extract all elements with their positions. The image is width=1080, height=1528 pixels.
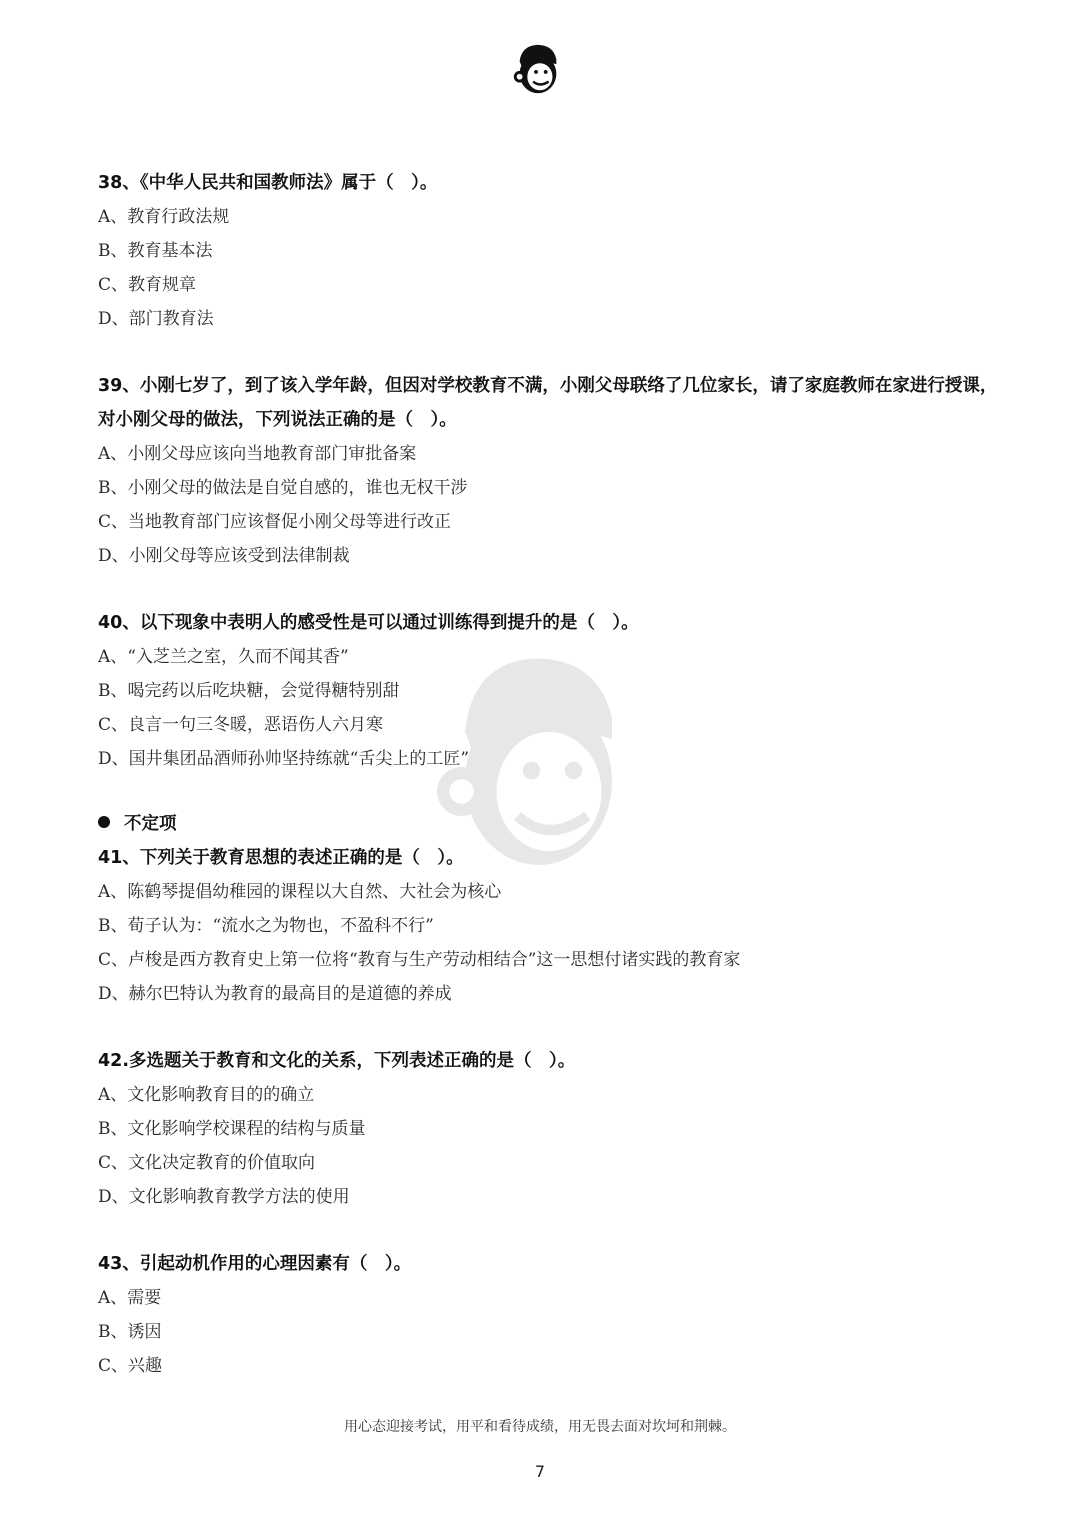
section-heading: [98, 807, 998, 841]
question-stem: 42.多选题关于教育和文化的关系，下列表述正确的是（ ）。: [98, 1051, 576, 1071]
question-38: [98, 166, 998, 336]
option-c: C、文化决定教育的价值取向: [98, 1153, 316, 1173]
question-41: [98, 841, 998, 1011]
option-b: B、文化影响学校课程的结构与质量: [98, 1119, 366, 1139]
option-b: B、诱因: [98, 1322, 162, 1342]
option-b: B、喝完药以后吃块糖，会觉得糖特别甜: [98, 681, 400, 701]
option-b: B、教育基本法: [98, 241, 213, 261]
bullet-icon: [98, 816, 110, 828]
question-stem: 41、下列关于教育思想的表述正确的是（ ）。: [98, 848, 464, 868]
option-c: C、卢梭是西方教育史上第一位将“教育与生产劳动相结合”这一思想付诸实践的教育家: [98, 950, 741, 970]
option-d: D、赫尔巴特认为教育的最高目的是道德的养成: [98, 984, 452, 1004]
option-c: C、教育规章: [98, 275, 197, 295]
footer-motto: 用心态迎接考试，用平和看待成绩，用无畏去面对坎坷和荆棘。: [344, 1419, 736, 1435]
option-a: A、小刚父母应该向当地教育部门审批备案: [98, 444, 417, 464]
question-43: [98, 1247, 998, 1383]
option-a: A、需要: [98, 1288, 162, 1308]
question-stem: 40、以下现象中表明人的感受性是可以通过训练得到提升的是（ ）。: [98, 613, 639, 633]
monkey-mascot-icon: [508, 40, 566, 98]
question-stem: 38、《中华人民共和国教师法》属于（ ）。: [98, 173, 438, 193]
option-d: D、部门教育法: [98, 309, 214, 329]
option-d: D、文化影响教育教学方法的使用: [98, 1187, 350, 1207]
section-label: 不定项: [124, 814, 177, 834]
option-a: A、“入芝兰之室，久而不闻其香”: [98, 647, 349, 667]
exam-content: [98, 166, 998, 1416]
option-d: D、国井集团品酒师孙帅坚持练就“舌尖上的工匠”: [98, 749, 470, 769]
option-a: A、陈鹤琴提倡幼稚园的课程以大自然、大社会为核心: [98, 882, 502, 902]
option-d: D、小刚父母等应该受到法律制裁: [98, 546, 350, 566]
question-42: [98, 1044, 998, 1214]
option-a: A、教育行政法规: [98, 207, 230, 227]
page-number: 7: [534, 1462, 546, 1481]
option-b: B、小刚父母的做法是自觉自感的，谁也无权干涉: [98, 478, 468, 498]
option-c: C、良言一句三冬暖，恶语伤人六月寒: [98, 715, 384, 735]
option-c: C、当地教育部门应该督促小刚父母等进行改正: [98, 512, 452, 532]
option-a: A、文化影响教育目的的确立: [98, 1085, 315, 1105]
question-stem: 43、引起动机作用的心理因素有（ ）。: [98, 1254, 412, 1274]
question-stem: 39、小刚七岁了，到了该入学年龄，但因对学校教育不满，小刚父母联络了几位家长，请了家庭教师在家进行授课，对小刚父母的做法，下列说法正确的是（ ）。: [98, 376, 998, 430]
question-40: [98, 606, 998, 776]
option-c: C、兴趣: [98, 1356, 163, 1376]
question-39: [98, 369, 998, 573]
option-b: B、荀子认为：“流水之为物也，不盈科不行”: [98, 916, 434, 936]
